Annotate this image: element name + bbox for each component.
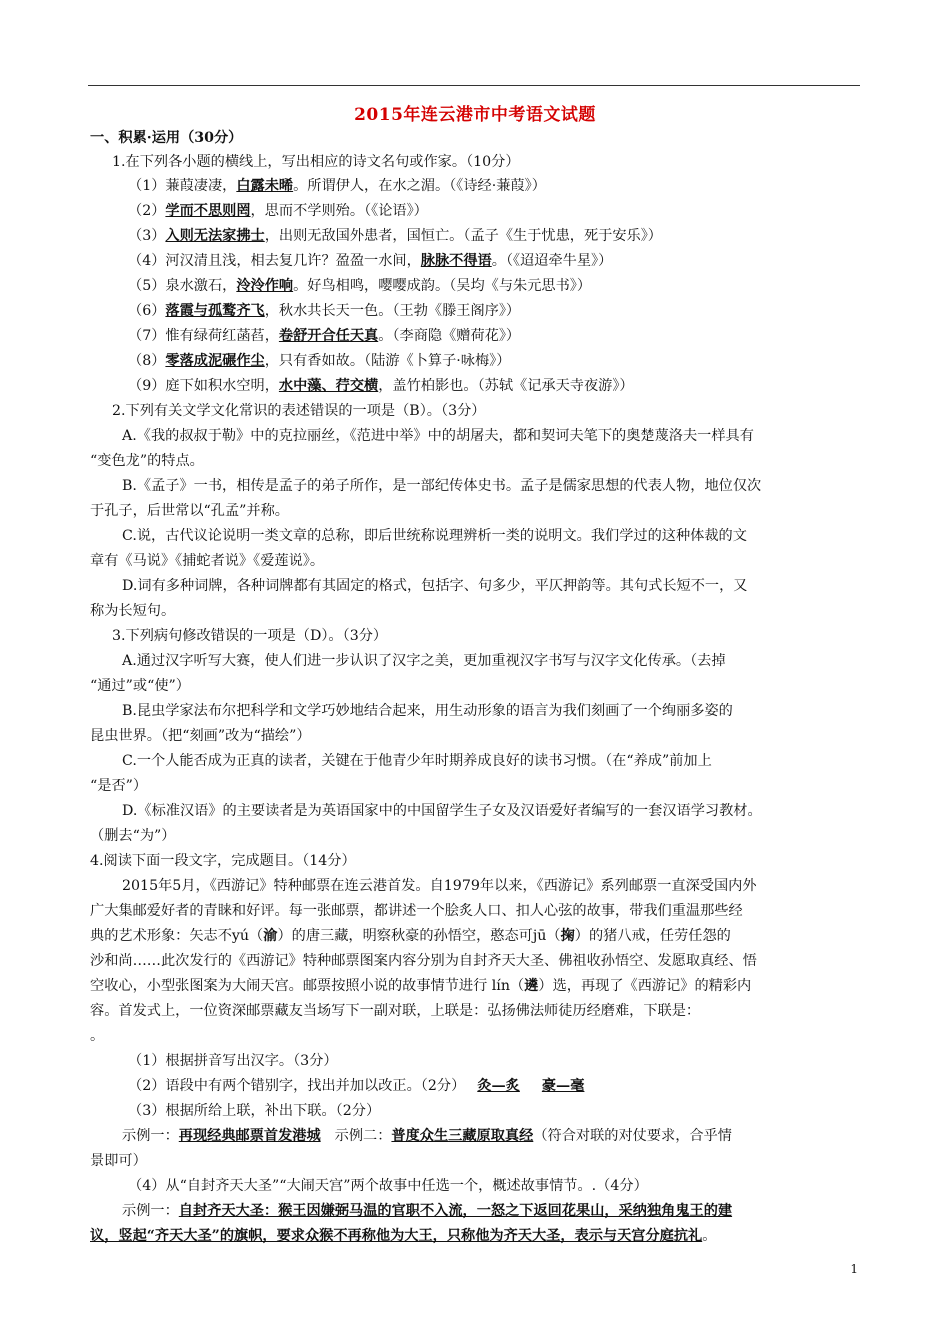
q1-item-text: 。好鸟相鸣，嘤嘤成韵。（吴均《与朱元思书》） [293, 278, 592, 294]
q1-item-text: ，盖竹柏影也。（苏轼《记承天寺夜游》） [378, 378, 634, 394]
q2-option-c: C.说，古代议论说明一类文章的总称，即后世统称说理辨析一类的说明文。我们学过的这种体裁的文 [122, 528, 747, 544]
story-answer [90, 1201, 860, 1221]
question-4-stem: 4.阅读下面一段文字，完成题目。（14分） [90, 853, 356, 869]
q1-answer: 落霞与孤鹜齐飞 [165, 303, 265, 319]
q1-item-text: ，思而不学则殆。（《论语》） [250, 203, 428, 219]
passage-text: 典的艺术形象：矢志不 [90, 928, 232, 944]
q1-item-8 [90, 351, 860, 371]
passage-line [90, 926, 860, 946]
q1-item-3 [90, 226, 860, 246]
q1-item-text: （1）蒹葭凄凄， [128, 178, 237, 194]
passage-text: ）选，再现了《西游记》的精彩内 [538, 978, 752, 994]
q1-item-text: （5）泉水激石， [128, 278, 237, 294]
q3-option-b: B.昆虫学家法布尔把科学和文学巧妙地结合起来，用生动形象的语言为我们刻画了一个绚丽多姿的 [122, 703, 733, 719]
q2-option-d-cont: 称为长短句。 [90, 603, 176, 619]
q1-answer: 水中藻、荇交横 [278, 378, 379, 394]
q1-answer: 脉脉不得语 [420, 253, 492, 269]
page-title: 2015年连云港市中考语文试题 [354, 105, 596, 125]
q2-option-b-cont: 于孔子，后世常以“孔孟”并称。 [90, 503, 289, 519]
q2-option-d: D.词有多种词牌，各种词牌都有其固定的格式，包括字、句多少，平仄押韵等。其句式长短不一，又 [122, 578, 748, 594]
question-3-stem: 3.下列病句修改错误的一项是（D）。（3分） [112, 628, 388, 644]
q1-item-5 [90, 276, 860, 296]
example-label: 示例一： [122, 1128, 179, 1144]
pinyin: yú（ [231, 928, 264, 944]
q1-item-text: 。所谓伊人，在水之湄。（《诗经·蒹葭》） [293, 178, 546, 194]
q4-subquestion-4: （4）从“自封齐天大圣”“大闹天宫”两个故事中任选一个，概述故事情节。.（4分） [128, 1178, 648, 1194]
passage-text: 空收心，小型张图案为大闹天宫。邮票按照小说的故事情节进行 lín（ [90, 978, 525, 994]
passage-line: 2015年5月，《西游记》特种邮票在连云港首发。自1979年以来，《西游记》系列邮票一直深受国内外 [122, 878, 757, 894]
couplet-answer-1: 再现经典邮票首发港城 [178, 1128, 321, 1144]
q3-option-a-cont: “通过”或“使”） [90, 678, 190, 694]
q1-item-text: （2） [128, 203, 166, 219]
q1-answer: 学而不思则罔 [165, 203, 251, 219]
answer-character: 遴 [524, 978, 539, 994]
q1-item-7 [90, 326, 860, 346]
passage-line: 沙和尚……此次发行的《西游记》特种邮票图案内容分别为自封齐天大圣、佛祖收孙悟空、发愿取真经、悟 [90, 953, 757, 969]
q1-item-9 [90, 376, 860, 396]
passage-text: ）的唐三藏，明察秋豪的孙悟空，憨态可 [277, 928, 533, 944]
q1-item-text: ，秋水共长天一色。（王勃《滕王阁序》） [264, 303, 521, 319]
q1-answer: 入则无法家拂士 [165, 228, 265, 244]
answer-character: 掬 [560, 928, 575, 944]
q1-item-text: （4）河汉清且浅，相去复几许？盈盈一水间， [128, 253, 421, 269]
q2-option-c-cont: 章有《马说》《捕蛇者说》《爱莲说》。 [90, 553, 325, 569]
passage-line: 容。首发式上，一位资深邮票藏友当场写下一副对联，上联是：弘扬佛法师徒历经磨难，下联是： [90, 1003, 701, 1019]
q1-item-text: （3） [128, 228, 166, 244]
passage-text: ）的猪八戒，任劳任怨的 [574, 928, 731, 944]
q1-item-text: ，出则无敌国外患者，国恒亡。（孟子《生于忧患，死于安乐》） [264, 228, 662, 244]
header-rule [88, 85, 860, 86]
correction-answer: 灸—炙 [477, 1078, 520, 1094]
q4-subquestion-3: （3）根据所给上联，补出下联。（2分） [128, 1103, 381, 1119]
q1-item-1 [90, 176, 860, 196]
passage-line: 。 [90, 1028, 105, 1044]
story-answer-text: 议，竖起“齐天大圣”的旗帜，要求众猴不再称他为大王，只称他为齐天大圣，表示与天宫分庭抗礼 [90, 1228, 703, 1244]
q3-option-c-cont: “是否”） [90, 778, 148, 794]
q4-subquestion-1: （1）根据拼音写出汉字。（3分） [128, 1053, 338, 1069]
q3-option-d: D.《标准汉语》的主要读者是为英语国家中的中国留学生子女及汉语爱好者编写的一套汉语学习教材。 [122, 803, 762, 819]
q1-item-text: （7）惟有绿荷红菡萏， [128, 328, 279, 344]
pinyin: jū（ [532, 928, 561, 944]
section-heading: 一、积累·运用（30分） [90, 130, 243, 146]
q3-option-b-cont: 昆虫世界。（把“刻画”改为“描绘”） [90, 728, 311, 744]
q1-answer: 卷舒开合任天真 [278, 328, 379, 344]
q2-option-b: B.《孟子》一书，相传是孟子的弟子所作，是一部纪传体史书。孟子是儒家思想的代表人物，地位仅次 [122, 478, 762, 494]
q1-answer: 泠泠作响 [236, 278, 294, 294]
subquestion-text: （2）语段中有两个错别字，找出并加以改正。（2分） [128, 1078, 466, 1094]
example-label: 示例二： [334, 1128, 392, 1144]
story-answer-cont: 议，竖起“齐天大圣”的旗帜，要求众猴不再称他为大王，只称他为齐天大圣，表示与天宫分庭抗礼。 [90, 1228, 717, 1244]
q1-item-2 [90, 201, 860, 221]
couplet-answer-2: 普度众生三藏原取真经 [391, 1128, 534, 1144]
q1-item-text: （9）庭下如积水空明， [128, 378, 279, 394]
question-1-stem: 1.在下列各小题的横线上，写出相应的诗文名句或作家。（10分） [112, 154, 520, 170]
q1-item-text: 。（李商隐《赠荷花》） [378, 328, 521, 344]
passage-line [90, 976, 860, 996]
q2-option-a-cont: “变色龙”的特点。 [90, 453, 204, 469]
question-2-stem: 2.下列有关文学文化常识的表述错误的一项是（B）。（3分） [112, 403, 486, 419]
correction-answer: 豪—毫 [541, 1078, 585, 1094]
couplet-examples [90, 1126, 860, 1146]
q1-answer: 白露未晞 [236, 178, 294, 194]
q1-item-4 [90, 251, 860, 271]
q4-subquestion-2 [90, 1076, 860, 1096]
q2-option-a: A.《我的叔叔于勒》中的克拉丽丝，《范进中举》中的胡屠夫，都和契诃夫笔下的奥楚蔑洛夫一样具有 [122, 428, 754, 444]
story-answer-text: 自封齐天大圣：猴王因嫌弼马温的官职不入流，一怒之下返回花果山，采纳独角鬼王的建 [178, 1203, 733, 1219]
answer-note: （符合对联的对仗要求，合乎情 [533, 1128, 732, 1144]
q1-item-text: 。（《迢迢牵牛星》） [491, 253, 613, 269]
q1-answer: 零落成泥碾作尘 [165, 353, 265, 369]
q3-option-a: A.通过汉字听写大赛，使人们进一步认识了汉字之美，更加重视汉字书写与汉字文化传承。（去掉 [122, 653, 726, 669]
q3-option-c: C.一个人能否成为正真的读者，关键在于他青少年时期养成良好的读书习惯。（在“养成”前加上 [122, 753, 712, 769]
q1-item-6 [90, 301, 860, 321]
q1-item-text: ，只有香如故。（陆游《卜算子·咏梅》） [264, 353, 511, 369]
example-label: 示例一： [122, 1203, 179, 1219]
answer-character: 渝 [263, 928, 278, 944]
answer-note-cont: 景即可） [90, 1153, 147, 1169]
page-number: 1 [850, 1262, 858, 1276]
passage-line: 广大集邮爱好者的青睐和好评。每一张邮票，都讲述一个脍炙人口、扣人心弦的故事，带我们重温那些经 [90, 903, 743, 919]
q3-option-d-cont: （删去“为”） [90, 828, 176, 844]
q1-item-text: （6） [128, 303, 166, 319]
q1-item-text: （8） [128, 353, 166, 369]
